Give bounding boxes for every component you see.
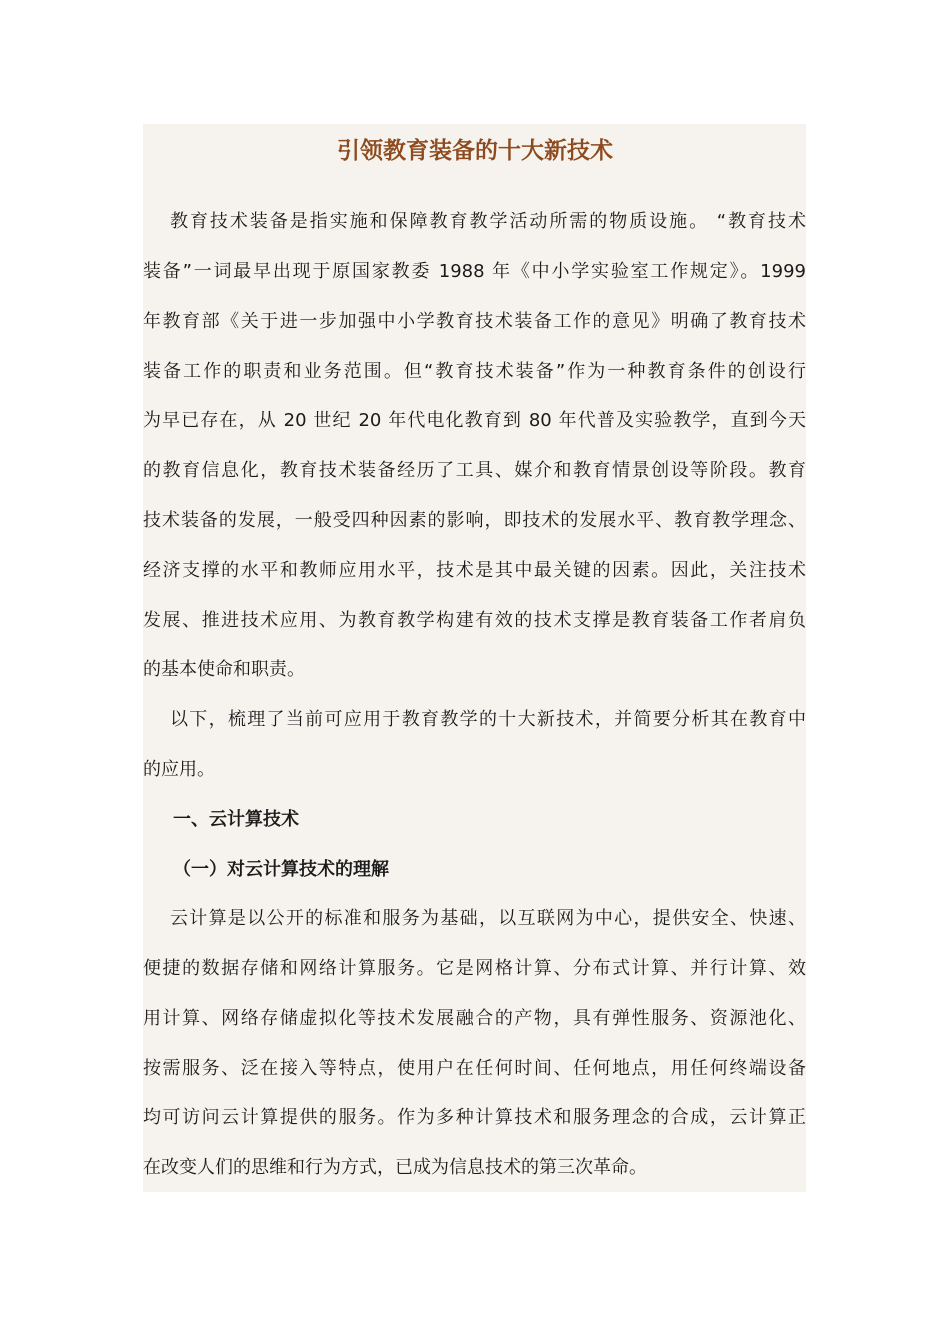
intro-line: 经济支撑的水平和教师应用水平，技术是其中最关键的因素。因此，关注技术 bbox=[143, 560, 806, 581]
subsection-heading: （一）对云计算技术的理解 bbox=[173, 859, 389, 880]
section-line: 云计算是以公开的标准和服务为基础，以互联网为中心，提供安全、快速、 bbox=[170, 908, 806, 929]
intro-line: 装备”一词最早出现于原国家教委 1988 年《中小学实验室工作规定》。1999 bbox=[143, 261, 806, 282]
intro-line: 发展、推进技术应用、为教育教学构建有效的技术支撑是教育装备工作者肩负 bbox=[143, 610, 806, 631]
intro-line: 的教育信息化，教育技术装备经历了工具、媒介和教育情景创设等阶段。教育 bbox=[143, 460, 806, 481]
section-line: 按需服务、泛在接入等特点，使用户在任何时间、任何地点，用任何终端设备 bbox=[143, 1058, 806, 1079]
intro-line: 技术装备的发展，一般受四种因素的影响，即技术的发展水平、教育教学理念、 bbox=[143, 510, 806, 531]
intro-line: 教育技术装备是指实施和保障教育教学活动所需的物质设施。 “教育技术 bbox=[170, 211, 806, 232]
intro-line: 的基本使命和职责。 bbox=[143, 659, 305, 680]
document-title: 引领教育装备的十大新技术 bbox=[337, 138, 613, 164]
intro-line: 为早已存在，从 20 世纪 20 年代电化教育到 80 年代普及实验教学，直到今天 bbox=[143, 410, 806, 431]
intro-line: 装备工作的职责和业务范围。但“教育技术装备”作为一种教育条件的创设行 bbox=[143, 361, 806, 382]
summary-line: 的应用。 bbox=[143, 759, 215, 780]
summary-line: 以下，梳理了当前可应用于教育教学的十大新技术，并简要分析其在教育中 bbox=[170, 709, 806, 730]
section-line: 便捷的数据存储和网络计算服务。它是网格计算、分布式计算、并行计算、效 bbox=[143, 958, 806, 979]
intro-line: 年教育部《关于进一步加强中小学教育技术装备工作的意见》明确了教育技术 bbox=[143, 311, 806, 332]
section-line: 均可访问云计算提供的服务。作为多种计算技术和服务理念的合成，云计算正 bbox=[143, 1107, 806, 1128]
section-line: 用计算、网络存储虚拟化等技术发展融合的产物，具有弹性服务、资源池化、 bbox=[143, 1008, 806, 1029]
section-heading: 一、云计算技术 bbox=[173, 809, 299, 830]
section-line: 在改变人们的思维和行为方式，已成为信息技术的第三次革命。 bbox=[143, 1157, 647, 1178]
